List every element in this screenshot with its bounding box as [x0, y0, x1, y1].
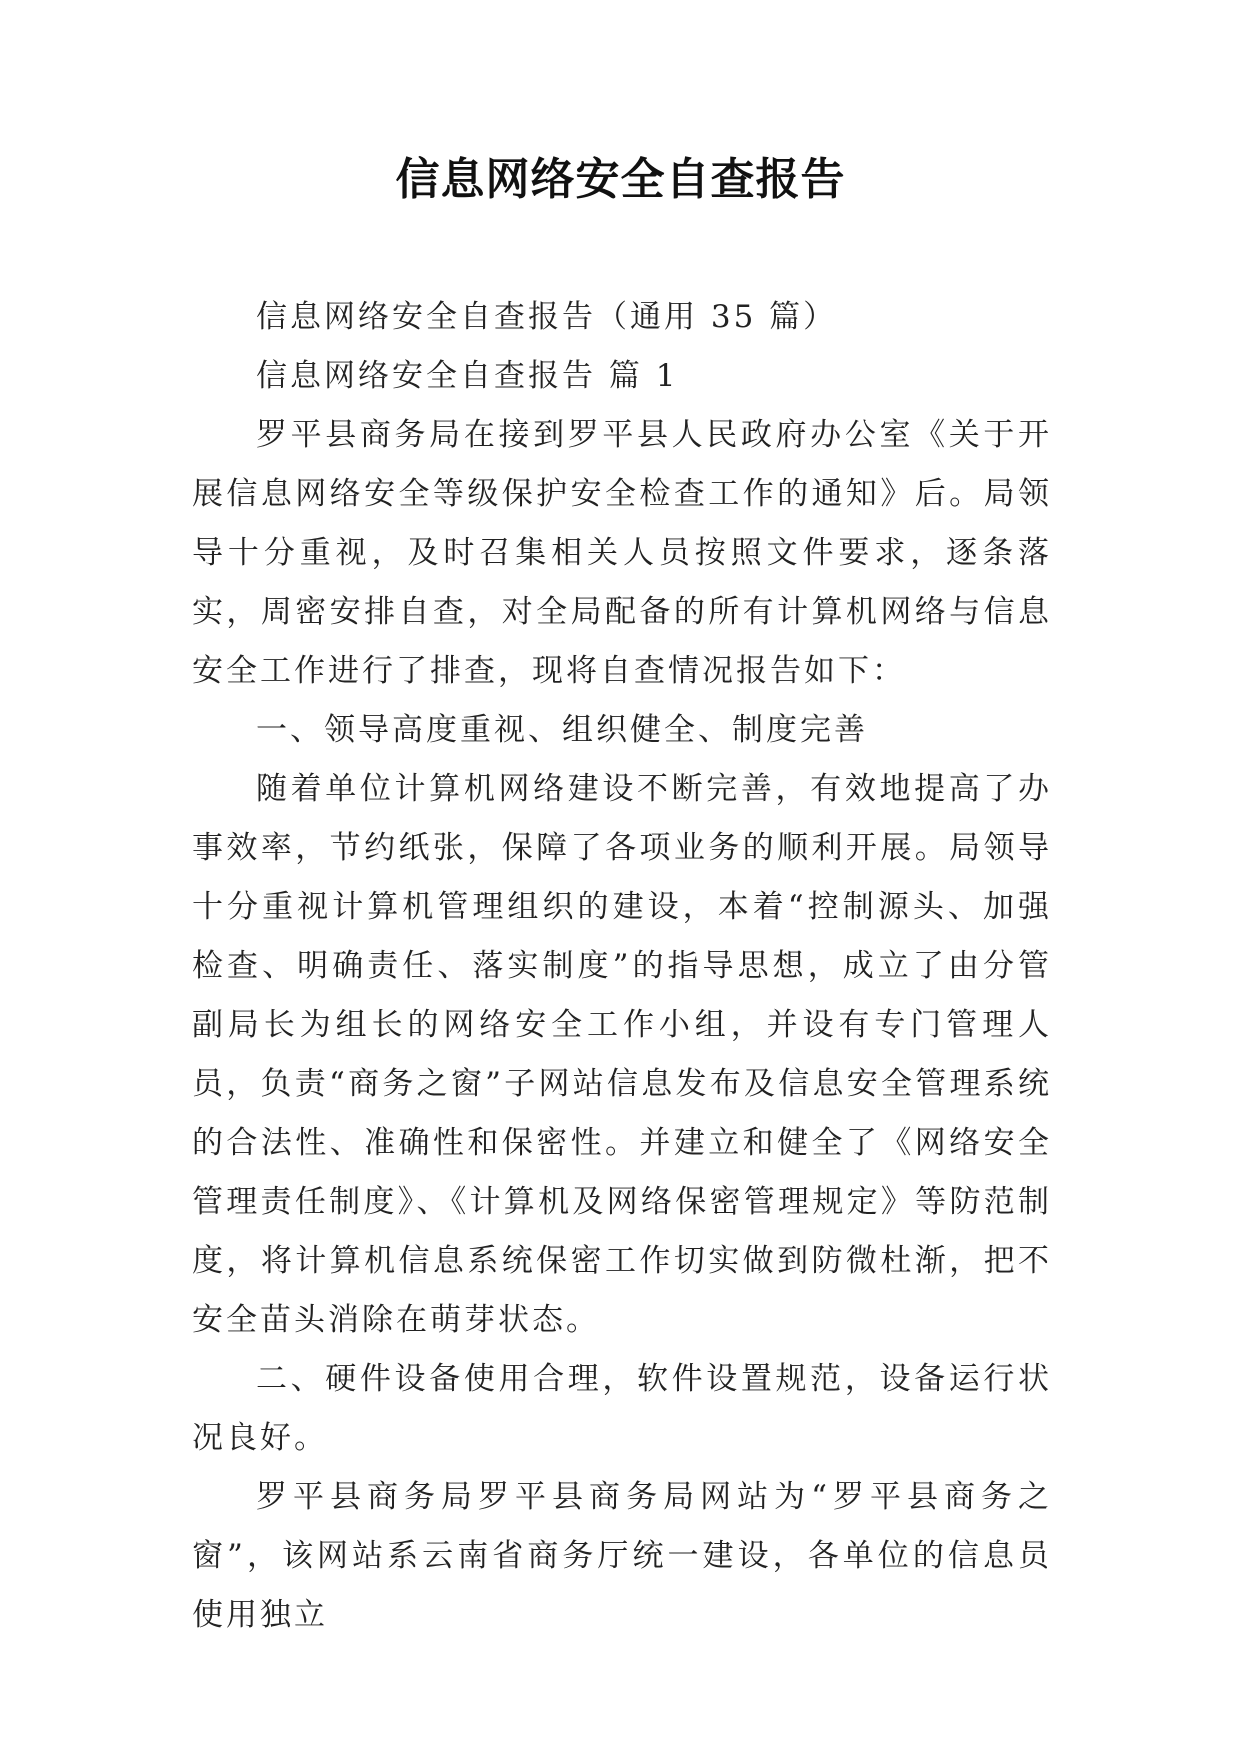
subtitle-paragraph: 信息网络安全自查报告（通用 35 篇）: [256, 299, 838, 335]
document-body: [192, 288, 1052, 1645]
section-heading-paragraph: 一、领导高度重视、组织健全、制度完善: [256, 712, 868, 748]
document-title: 信息网络安全自查报告: [395, 154, 846, 205]
section-heading-paragraph: 信息网络安全自查报告 篇 1: [256, 358, 679, 394]
body-paragraph: 罗平县商务局在接到罗平县人民政府办公室《关于开展信息网络安全等级保护安全检查工作的通知》后。局领导十分重视，及时召集相关人员按照文件要求，逐条落实，周密安排自查，对全局配备的所有计算机网络与信息安全工作进行了排查，现将自查情况报告如下：: [192, 417, 1052, 689]
body-paragraph: 罗平县商务局罗平县商务局网站为“罗平县商务之窗”，该网站系云南省商务厅统一建设，各单位的信息员使用独立: [192, 1479, 1052, 1633]
body-paragraph: 随着单位计算机网络建设不断完善，有效地提高了办事效率，节约纸张，保障了各项业务的顺利开展。局领导十分重视计算机管理组织的建设，本着“控制源头、加强检查、明确责任、落实制度”的指导思想，成立了由分管副局长为组长的网络安全工作小组，并设有专门管理人员，负责“商务之窗”子网站信息发布及信息安全管理系统的合法性、准确性和保密性。并建立和健全了《网络安全管理责任制度》、《计算机及网络保密管理规定》等防范制度，将计算机信息系统保密工作切实做到防微杜渐，把不安全苗头消除在萌芽状态。: [192, 771, 1052, 1338]
section-heading-paragraph: 二、硬件设备使用合理，软件设置规范，设备运行状况良好。: [192, 1361, 1052, 1456]
